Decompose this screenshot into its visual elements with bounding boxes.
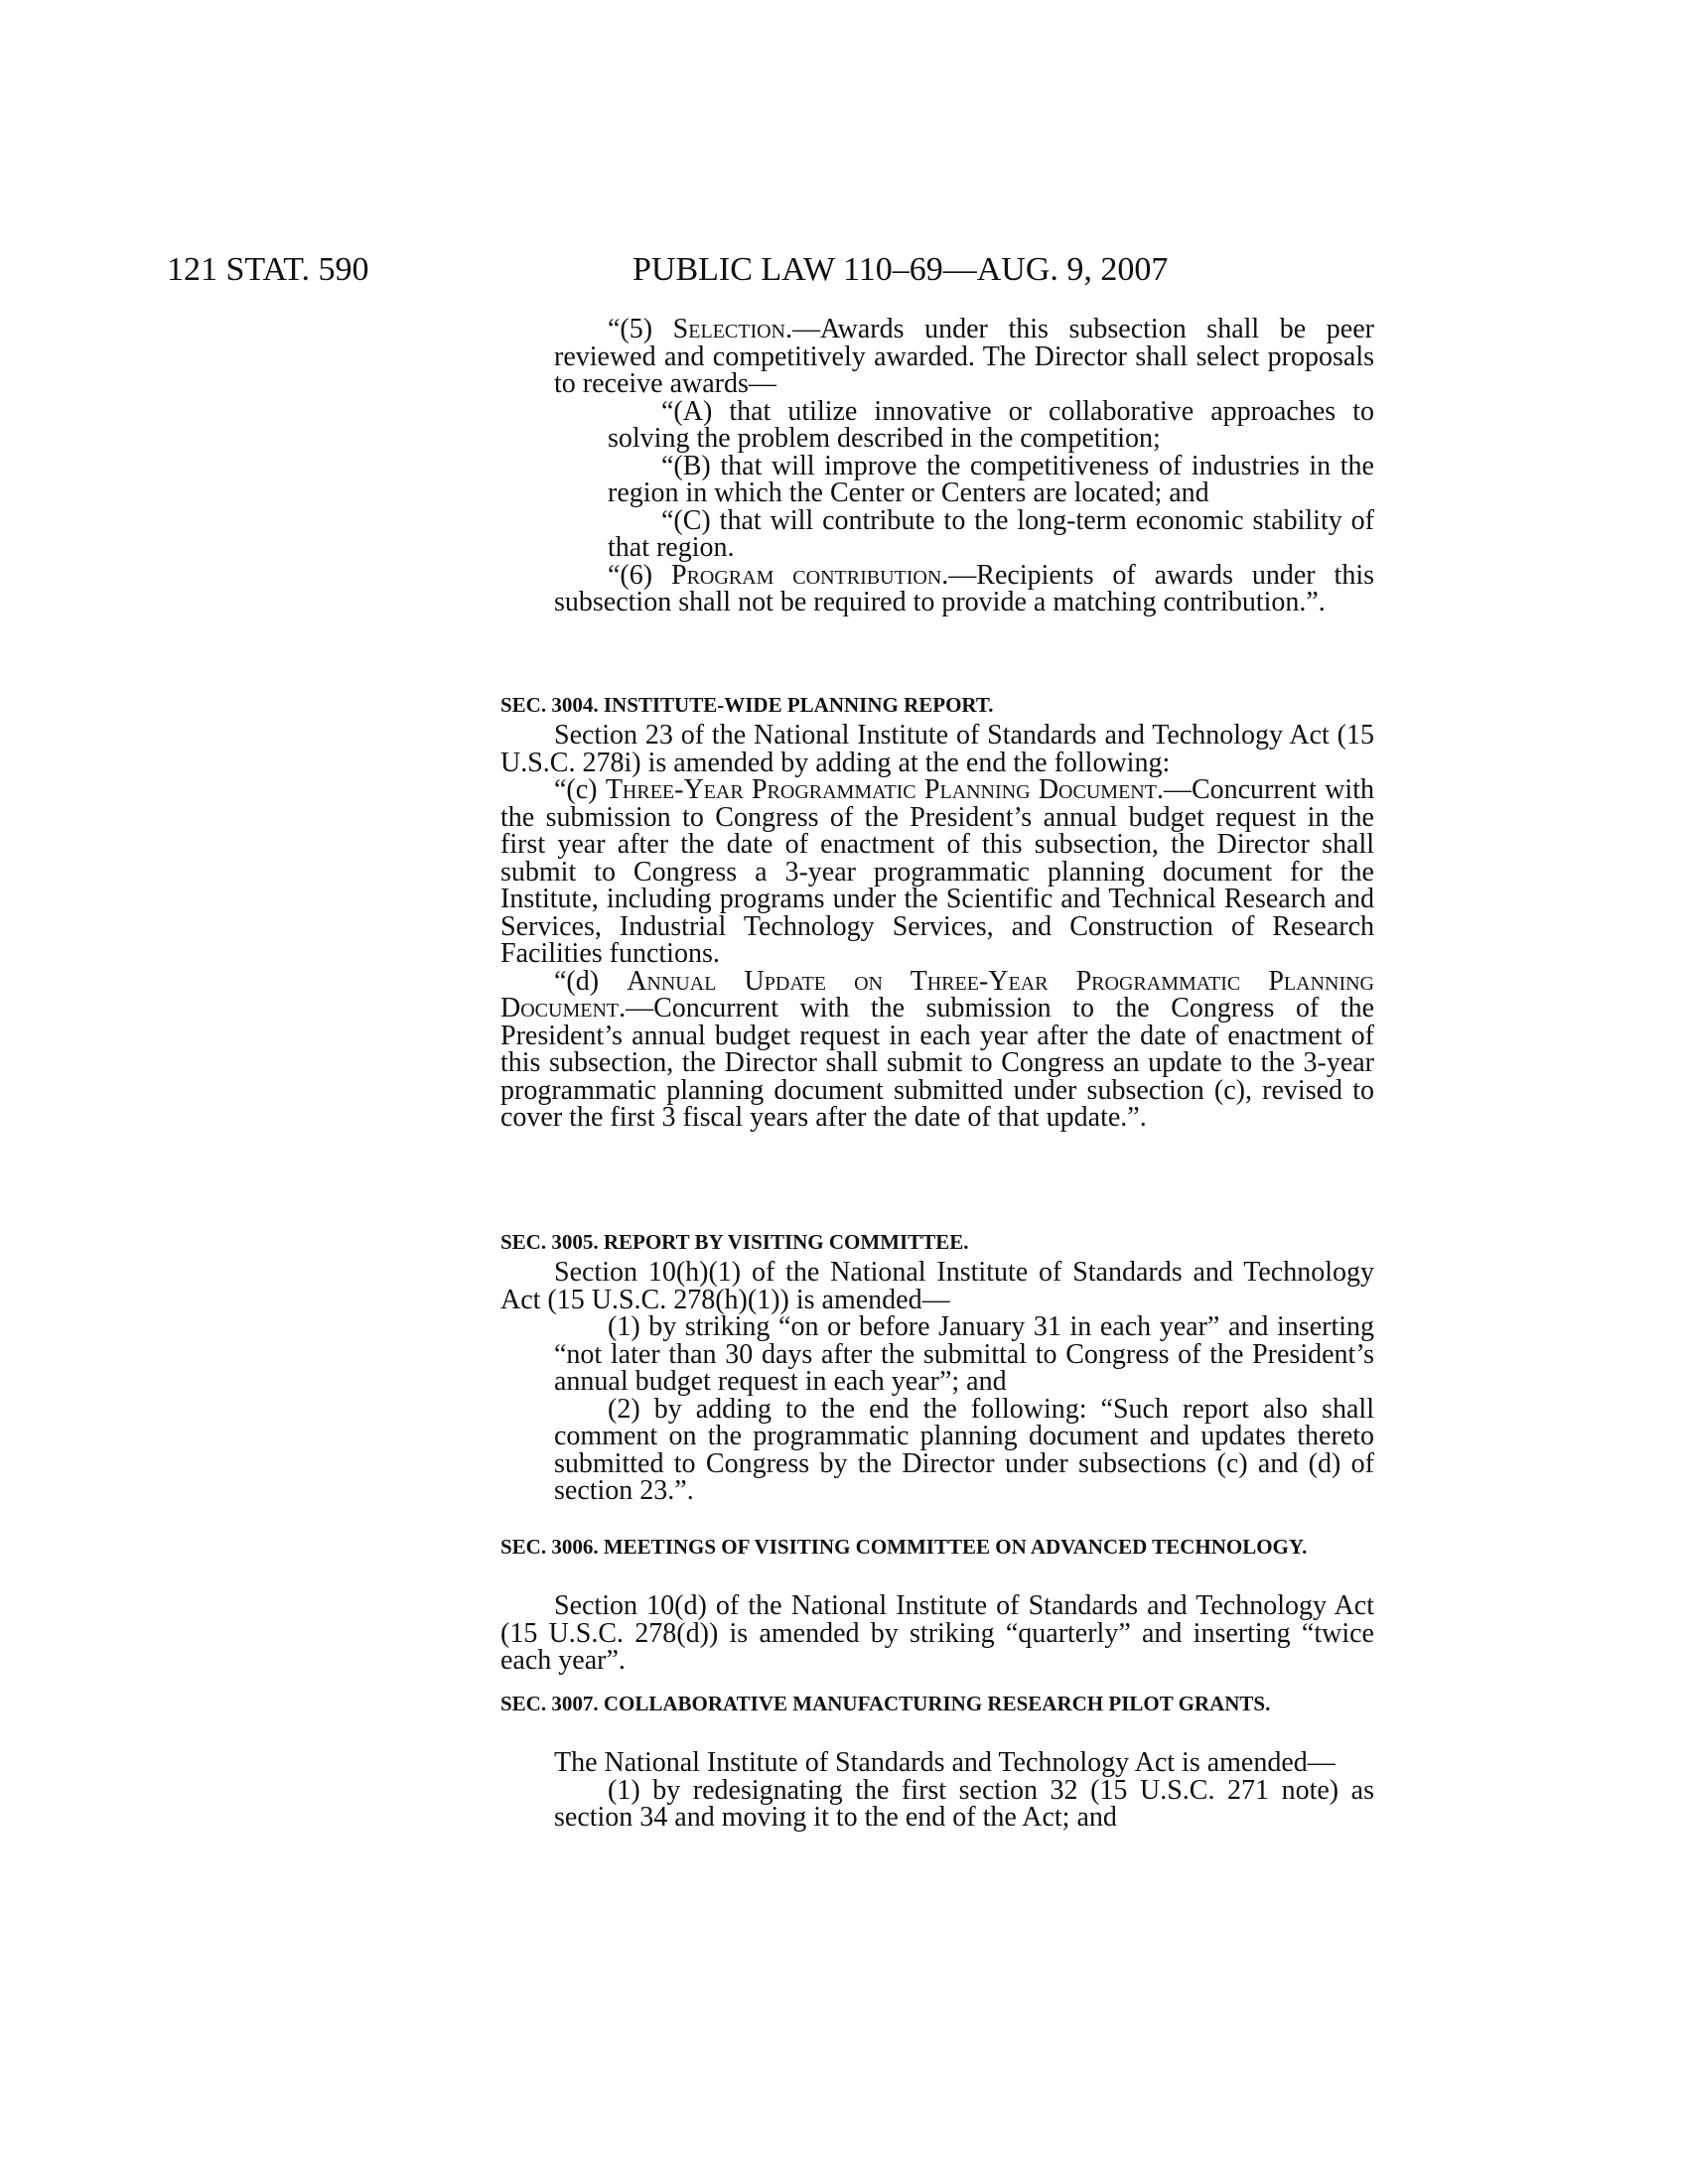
section-3007-item-1: (1) by redesignating the first section 32 (15 U.S.C. 271 note) as section 34 and moving it to the end of the Act; and <box>554 1774 1374 1833</box>
paragraph-6-heading: Program contribution <box>671 559 942 591</box>
subsection-d-heading: Annual Update on Three-Year Programmatic Planning Document <box>500 965 1374 1024</box>
subsection-c-heading: Three-Year Programmatic Planning Document <box>605 774 1157 805</box>
section-3005-body <box>500 1259 1374 1505</box>
section-3004-heading: SEC. 3004. INSTITUTE-WIDE PLANNING REPORT. <box>500 693 994 717</box>
paragraph-5-heading: Selection <box>672 314 785 344</box>
selection-provisions <box>500 316 1374 616</box>
section-3007-heading: SEC. 3007. COLLABORATIVE MANUFACTURING RESEARCH PILOT GRANTS. <box>500 1692 1271 1715</box>
section-3006-heading: SEC. 3006. MEETINGS OF VISITING COMMITTEE ON ADVANCED TECHNOLOGY. <box>500 1535 1308 1559</box>
subsection-c: “(c) Three-Year Programmatic Planning Document.—Concurrent with the submission to Congress of the President’s annual budget request in the first year after the date of enactment of this subsection, the Director shall submit to Congress a 3-year programmatic planning document for the Institute, including programs under the Scientific and Technical Research and Services, Industrial Technology Services, and Construction of Research Facilities functions. <box>500 774 1374 969</box>
section-3005-intro: Section 10(h)(1) of the National Institute of Standards and Technology Act (15 U.S.C. 278(h)(1)) is amended— <box>500 1257 1374 1315</box>
section-3007-intro: The National Institute of Standards and Technology Act is amended— <box>554 1747 1336 1778</box>
running-header: PUBLIC LAW 110–69—AUG. 9, 2007 <box>633 251 1169 288</box>
section-3005-item-1: (1) by striking “on or before January 31 in each year” and inserting “not later than 30 days after the submittal to Congress of the President’s annual budget request in each year”; and <box>554 1311 1374 1397</box>
subsection-d: “(d) Annual Update on Three-Year Programmatic Planning Document.—Concurrent with the submission to the Congress of the President’s annual budget request in each year after the date of enactment of this subsection, the Director shall submit to Congress an update to the 3-year programmatic planning document submitted under subsection (c), revised to cover the first 3 fiscal years after the date of that update.”. <box>500 965 1374 1133</box>
section-3004-body <box>500 722 1374 1132</box>
section-3004-intro: Section 23 of the National Institute of Standards and Technology Act (15 U.S.C. 278i) is amended by adding at the end the following: <box>500 720 1374 778</box>
section-3005-heading: SEC. 3005. REPORT BY VISITING COMMITTEE. <box>500 1230 969 1254</box>
paragraph-5c: “(C) that will contribute to the long-term economic stability of that region. <box>608 504 1374 563</box>
statute-page-number: 121 STAT. 590 <box>167 251 369 288</box>
paragraph-5b: “(B) that will improve the competitiveness of industries in the region in which the Center or Centers are located; and <box>608 450 1374 508</box>
section-3007-body <box>500 1749 1374 1832</box>
section-3005-item-2: (2) by adding to the end the following: “Such report also shall comment on the programmatic planning document and updates thereto submitted to Congress by the Director under subsections (c) and (d) of section 23.”. <box>554 1393 1374 1506</box>
section-3006-text: Section 10(d) of the National Institute of Standards and Technology Act (15 U.S.C. 278(d)) is amended by striking “quarterly” and inserting “twice each year”. <box>500 1590 1374 1676</box>
section-3006-body <box>500 1592 1374 1675</box>
paragraph-5a: “(A) that utilize innovative or collaborative approaches to solving the problem described in the competition; <box>608 395 1374 454</box>
paragraph-5: “(5) Selection.—Awards under this subsection shall be peer reviewed and competitively awarded. The Director shall select proposals to receive awards— <box>554 314 1374 399</box>
paragraph-6: “(6) Program contribution.—Recipients of awards under this subsection shall not be required to provide a matching contribution.”. <box>554 559 1374 617</box>
